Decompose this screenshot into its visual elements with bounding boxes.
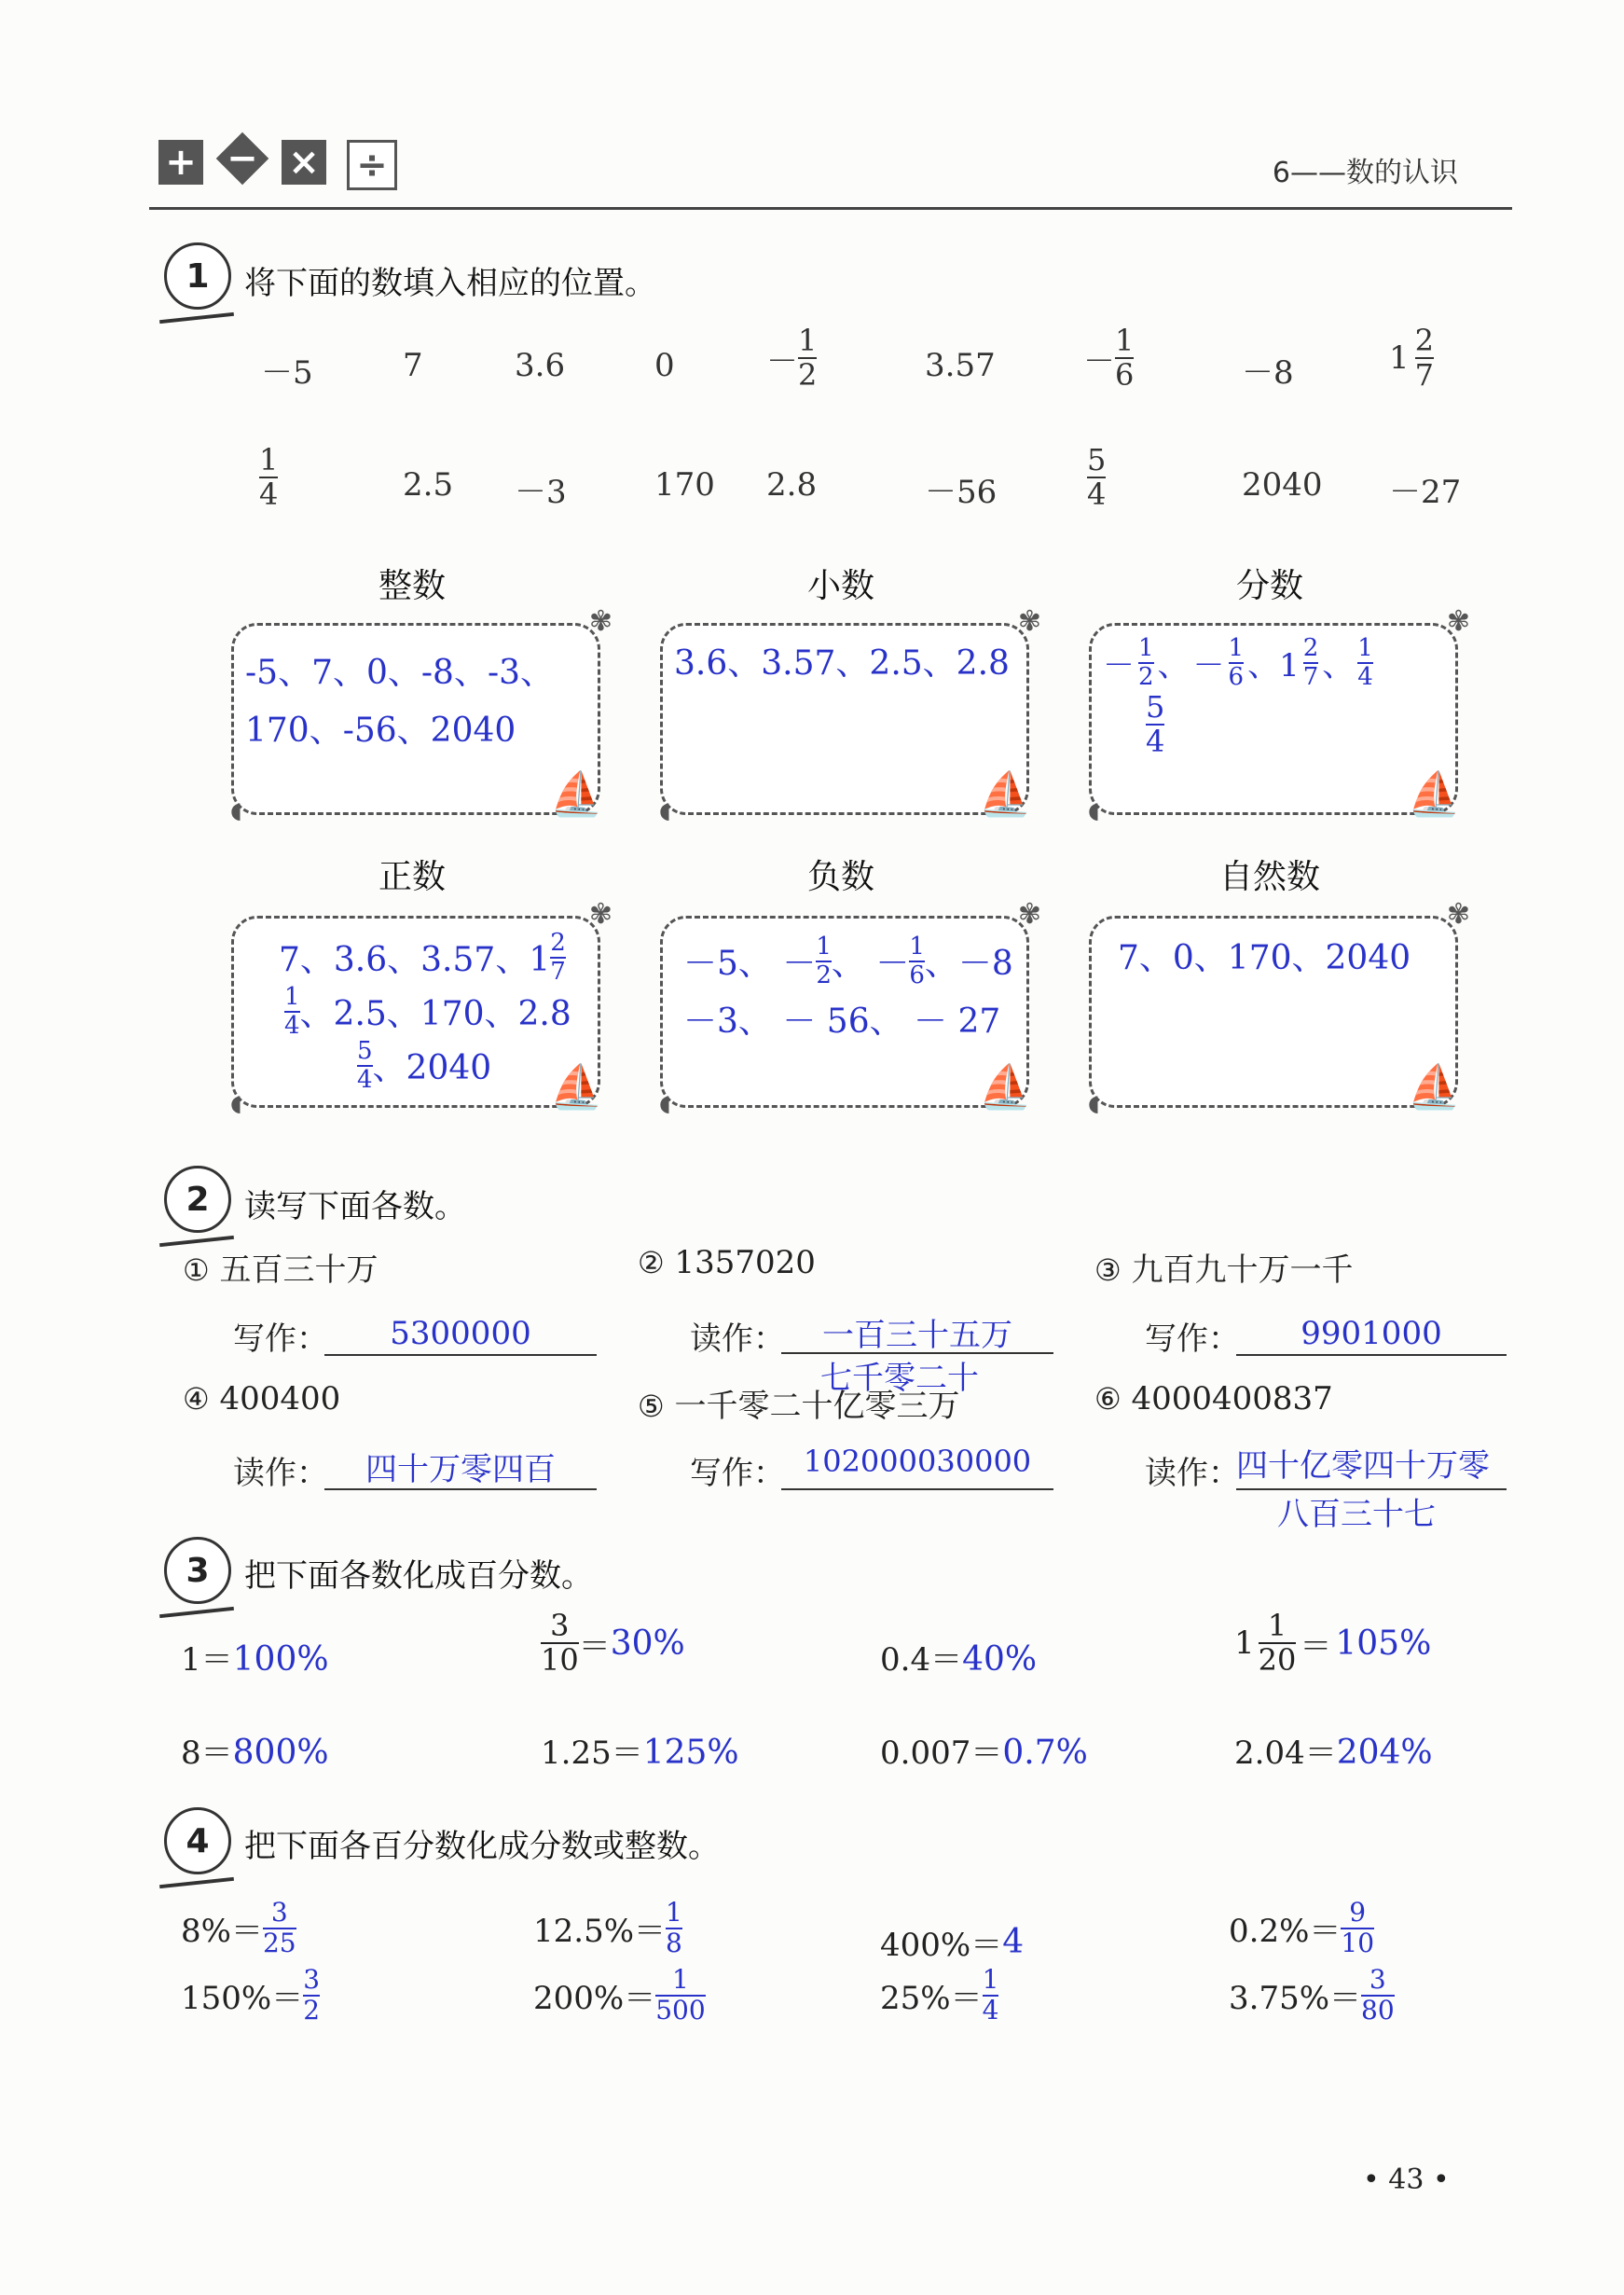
q3-item: 1.25＝125% (541, 1734, 739, 1772)
flower-icon: ✾ (1017, 898, 1041, 931)
label-natural: 自然数 (1218, 858, 1320, 896)
page-number: • 43 • (1363, 2164, 1450, 2196)
q2-item-2: ② 1357020 (638, 1244, 816, 1281)
question-3-title: 把下面各数化成百分数。 (244, 1557, 593, 1595)
label-decimal: 小数 (806, 567, 874, 605)
ship-icon: ⛵ (1407, 1061, 1461, 1112)
flower-icon: ✾ (588, 605, 612, 638)
q3-item: 1 $\frac{1}{20}$ ＝ 105% (1234, 1608, 1432, 1679)
frac-num: $\frac{1}{4}$ (259, 442, 279, 513)
frac-num: － $\frac{1}{6}$ (1083, 323, 1135, 394)
box-integer (230, 605, 612, 823)
answer-blank (1236, 1440, 1507, 1490)
q4-item: 12.5%＝ $\frac{1}{8}$ (533, 1897, 682, 1958)
num: 2040 (1242, 466, 1323, 504)
answer: 一百三十五万 (822, 1317, 1012, 1354)
fraction-answer-5-4: $\frac{5}{4}$ (1146, 689, 1165, 760)
answer-line: 7、0、170、2040 (1118, 939, 1411, 977)
answer-line: -5、7、0、-8、-3、 (245, 654, 555, 692)
label-fraction: 分数 (1235, 567, 1303, 605)
question-2-badge: 2 (164, 1166, 231, 1233)
num: －27 (1389, 474, 1462, 511)
box-positive (230, 898, 612, 1116)
flower-icon: ✾ (1446, 605, 1470, 638)
num: 2.8 (766, 466, 818, 504)
answer-line: $\frac{1}{4}$ 、2.5、170、2.8 (284, 983, 571, 1040)
q4-item: 25%＝ $\frac{1}{4}$ (880, 1964, 999, 2025)
q2-item-1: ① 五百三十万 (183, 1251, 378, 1289)
label-positive: 正数 (378, 858, 446, 896)
minus-icon: − (216, 132, 269, 186)
question-1-badge: 1 (164, 242, 231, 310)
q4-item: 200%＝ $\frac{1}{500}$ (533, 1964, 706, 2025)
shell-icon: ◖ (230, 797, 242, 823)
num: 2.5 (403, 466, 454, 504)
answer: 9901000 (1301, 1315, 1442, 1352)
answer-line: 170、-56、2040 (245, 712, 516, 750)
answer-line: $\frac{5}{4}$ 、2040 (357, 1037, 492, 1094)
answer-blank (324, 1315, 597, 1356)
question-4-badge: 4 (164, 1807, 231, 1874)
q4-item: 3.75%＝ $\frac{3}{80}$ (1229, 1964, 1395, 2025)
flower-icon: ✾ (588, 898, 612, 931)
answer-line: －5、 － $\frac{1}{2}$ 、 － $\frac{1}{6}$ 、－8 (683, 933, 1013, 989)
q3-item: 8＝800% (181, 1734, 329, 1772)
frac-num: － $\frac{1}{2}$ (766, 323, 818, 394)
box-fraction (1088, 605, 1470, 823)
frac-num: 1 $\frac{2}{7}$ (1389, 323, 1434, 394)
answer-continued: 七千零二十 (820, 1360, 979, 1397)
label-negative: 负数 (806, 858, 874, 896)
q2-label: 写作： (233, 1320, 328, 1358)
answer: 四十亿零四十万零 (1236, 1447, 1490, 1485)
num: －3 (515, 474, 567, 511)
num: 3.57 (925, 347, 996, 384)
question-3-badge: 3 (164, 1537, 231, 1604)
q3-item: $\frac{3}{10}$ ＝ 30% (541, 1608, 685, 1679)
shell-icon: ◖ (230, 1090, 242, 1116)
q3-item: 0.4＝40% (880, 1640, 1038, 1679)
num: －5 (261, 354, 313, 392)
ship-icon: ⛵ (1407, 768, 1461, 819)
q2-item-4: ④ 400400 (183, 1380, 341, 1417)
answer-continued: 八百三十七 (1277, 1496, 1436, 1533)
multiply-icon: × (282, 140, 326, 185)
q2-item-5: ⑤ 一千零二十亿零三万 (638, 1388, 960, 1425)
answer-line: －3、 － 56、 － 27 (683, 1002, 1001, 1041)
flower-icon: ✾ (1017, 605, 1041, 638)
q2-item-3: ③ 九百九十万一千 (1094, 1251, 1354, 1289)
answer-line: 7、3.6、3.57、1 $\frac{2}{7}$ (279, 929, 566, 986)
divide-icon: ÷ (347, 140, 397, 190)
q4-item: 400%＝ 4 (880, 1923, 1025, 1964)
frac-num: $\frac{5}{4}$ (1087, 442, 1107, 513)
box-negative (659, 898, 1041, 1116)
shell-icon: ◖ (1088, 1090, 1100, 1116)
q2-label: 写作： (1145, 1320, 1240, 1358)
chapter-title: 6——数的认识 (1272, 157, 1458, 189)
plus-icon: + (158, 140, 203, 185)
answer-blank (1236, 1315, 1507, 1356)
q3-item: 0.007＝0.7% (880, 1734, 1088, 1772)
label-integer: 整数 (378, 567, 446, 605)
q4-item: 150%＝ $\frac{3}{2}$ (181, 1964, 321, 2025)
shell-icon: ◖ (1088, 797, 1100, 823)
question-4-title: 把下面各百分数化成分数或整数。 (244, 1828, 720, 1865)
box-natural (1088, 898, 1470, 1116)
fraction-answers: － $\frac{1}{2}$ 、 － $\frac{1}{6}$ 、1 $\frac{2}{7}$ 、 $\frac{1}{4}$ (1103, 634, 1373, 691)
question-2-title: 读写下面各数。 (244, 1188, 466, 1225)
q2-item-6: ⑥ 4000400837 (1094, 1380, 1333, 1417)
num: －56 (925, 474, 998, 511)
q2-label: 读作： (690, 1320, 785, 1358)
answer: 102000030000 (803, 1444, 1032, 1479)
number-rows (0, 0, 1624, 560)
shell-icon: ◖ (659, 797, 671, 823)
q2-label: 写作： (690, 1455, 785, 1492)
num: 7 (403, 347, 423, 384)
num: 170 (654, 466, 715, 504)
ship-icon: ⛵ (978, 1061, 1032, 1112)
box-decimal (659, 605, 1041, 823)
num: －8 (1242, 354, 1294, 392)
num: 0 (654, 347, 675, 384)
answer-blank (324, 1444, 597, 1490)
q4-item: 8%＝ $\frac{3}{25}$ (181, 1897, 296, 1958)
answer: 四十万零四百 (365, 1451, 556, 1488)
answer: 5300000 (390, 1315, 531, 1352)
answer-blank (781, 1309, 1053, 1354)
q3-item: 1＝100% (181, 1640, 329, 1679)
ship-icon: ⛵ (549, 1061, 603, 1112)
question-1-title: 将下面的数填入相应的位置。 (244, 265, 656, 302)
q4-item: 0.2%＝ $\frac{9}{10}$ (1229, 1897, 1375, 1958)
q2-label: 读作： (1145, 1455, 1240, 1492)
num: 3.6 (515, 347, 566, 384)
answer-line: 3.6、3.57、2.5、2.8 (674, 644, 1010, 683)
shell-icon: ◖ (659, 1090, 671, 1116)
ship-icon: ⛵ (978, 768, 1032, 819)
flower-icon: ✾ (1446, 898, 1470, 931)
q3-item: 2.04＝204% (1234, 1734, 1433, 1772)
ship-icon: ⛵ (549, 768, 603, 819)
answer-blank (781, 1444, 1053, 1490)
q2-label: 读作： (233, 1455, 328, 1492)
